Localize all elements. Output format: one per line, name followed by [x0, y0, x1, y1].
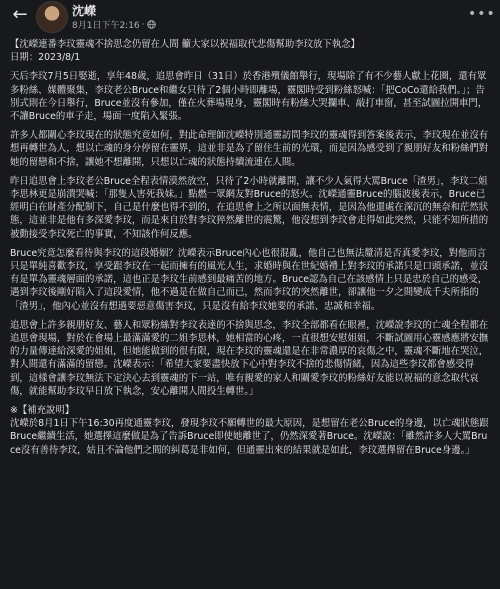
more-dots-icon[interactable]: ••• [468, 6, 496, 22]
post-paragraph-supplement: ※【補充說明】 沈嶸於8月1日下午16:30再度通靈李玟，發現李玟不願轉世的最大原因，是想留在老公Bruce的身邊，以亡魂狀態跟Bruce繼續生活，她選擇這麼做是為了告訴Bruce即使她離世了，仍然深愛著Bruce。沈嶸說：「雖然許多人大罵Bruce沒有善待李玟，姑且不論他們之間的糾葛是非如何，但通靈出來的結果就是如此，李玟選擇留在Bruce身邊。」 [10, 405, 489, 456]
post-content [6, 34, 494, 457]
post-paragraph-2: 許多人都關心李玟現在的狀態究竟如何，對此命理師沈嶸特別通靈訪問李玟的靈魂得到答案後表示，李玟現在並沒有想再轉世為人，想以亡魂的身分停留在靈界，這並非是為了留住生前的光環，而是因為感受到了親朋好友和粉絲們對她的留戀和不捨，讓她不想離開，只想以亡魂的狀態持續流連在人間。 [10, 130, 489, 168]
post-timestamp[interactable]: 8月1日下午2:16 [72, 21, 140, 31]
post-paragraph-1: 天后李玟7月5日娶逝，享年48歲，追思會昨日（31日）於香港殯儀館舉行，現場除了有不少藝人獻上花圈，還有眾多粉絲、媒體聚集，李玟老公Bruce和繼女只待了2個小時即離場，靈閣時受到粉絲怒喊：「把CoCo還給我們。」；告別式則在今日舉行，Bruce並沒有參加，僅在火葬場現身，靈閣時有粉絲大哭攔車、敲打車窗，甚至試圖拉開車門，不讓Bruce的車子走，場面一度陷入緊張。 [10, 71, 488, 123]
globe-icon [147, 20, 156, 29]
post-title: 【沈嶸連番李玟靈魂不捨思念仍留在人間 籲大家以祝福取代悲傷幫助李玟放下執念】 [10, 39, 360, 50]
post-meta [72, 18, 156, 31]
back-arrow-icon[interactable]: ← [12, 4, 28, 25]
meta-separator: · [141, 19, 145, 30]
author-name[interactable]: 沈嶸 [72, 4, 97, 18]
post-header [6, 0, 494, 34]
post-date: 日期：2023/8/1 [10, 52, 81, 64]
avatar[interactable] [36, 1, 68, 33]
post-paragraph-5: 追思會上許多親朋好友、藝人和眾粉絲對李玟表達的不捨與思念，李玟全部都看在眼裡，沈嶸說李玟的亡魂全程都在追思會現場，對於在會場上最滿滿愛的二姐李思林，她相當的心疼，一直很想安慰姐姐，不斷試圖用心靈感應將安撫的力量傳達給深愛的姐姐，但她能做到的很有限，現在李玟的靈魂還是在非常濃厚的哀傷之中，靈魂不斷地在哭泣，對人間還有滿滿的留戀。沈嶸表示：「希望大家要盡快放下心中對李玟不捨的悲傷情緒，因為這些李玟都會感受得到，這樣會讓李玟無法下定決心去到靈魂的下一站，唯有親愛的家人和關愛李玟的粉絲好友能以祝福的意念取代哀傷，就能幫助李玟早日放下執念，安心離開人間投生轉世。」 [10, 319, 489, 397]
post-paragraph-3: 昨日追思會上李玟老公Bruce全程表情漠然放空，只待了2小時就離開，讓不少人氣得大罵Bruce「渣男」，李玟二姐李思林更是崩潰哭喊：「那隻人害死我妹。」點燃一眾網友對Bruce的怒火。沈嶸通靈Bruce的腦波後表示，Bruce已經明白在財產分配制下，自己是什麼也得不到的，在追思會上之所以面無表情，是因為他還處在深沉的無奈和茫然狀態，這並非是他有多深愛李玟，而是來自於對李玟猝然離世的震驚，他沒想到李玟會走得如此突然，只能不知所措的被動接受李玟死亡的事實，不知該作何反應。 [10, 175, 489, 240]
post-paragraph-4: Bruce究竟怎麼看待與李玟的這段婚姻？沈嶸表示Bruce內心也很混亂，他自己也無法釐清是否真愛李玟，對他而言只是單純喜歡李玟，享受跟李玟在一起而擁有的風光人生，求婚時與在世紀婚禮上對李玟的承諾只是口頭承諾，並沒有是單為靈魂層面的承諾，這也正是李玟生前感到最痛苦的地方。Bruce認為自己在該感情上只是忠於自己的感受，遇到李玟後剛好陷入了這段愛情，他不過是在做自己而已，然而李玟的突然離世，卻讓他一夕之間變成千夫所指的「渣男」，他內心並沒有想過要惡意傷害李玟，只是沒有給李玟她要的承諾、忠誠和幸福。 [10, 247, 489, 312]
post-title-block [10, 38, 490, 64]
